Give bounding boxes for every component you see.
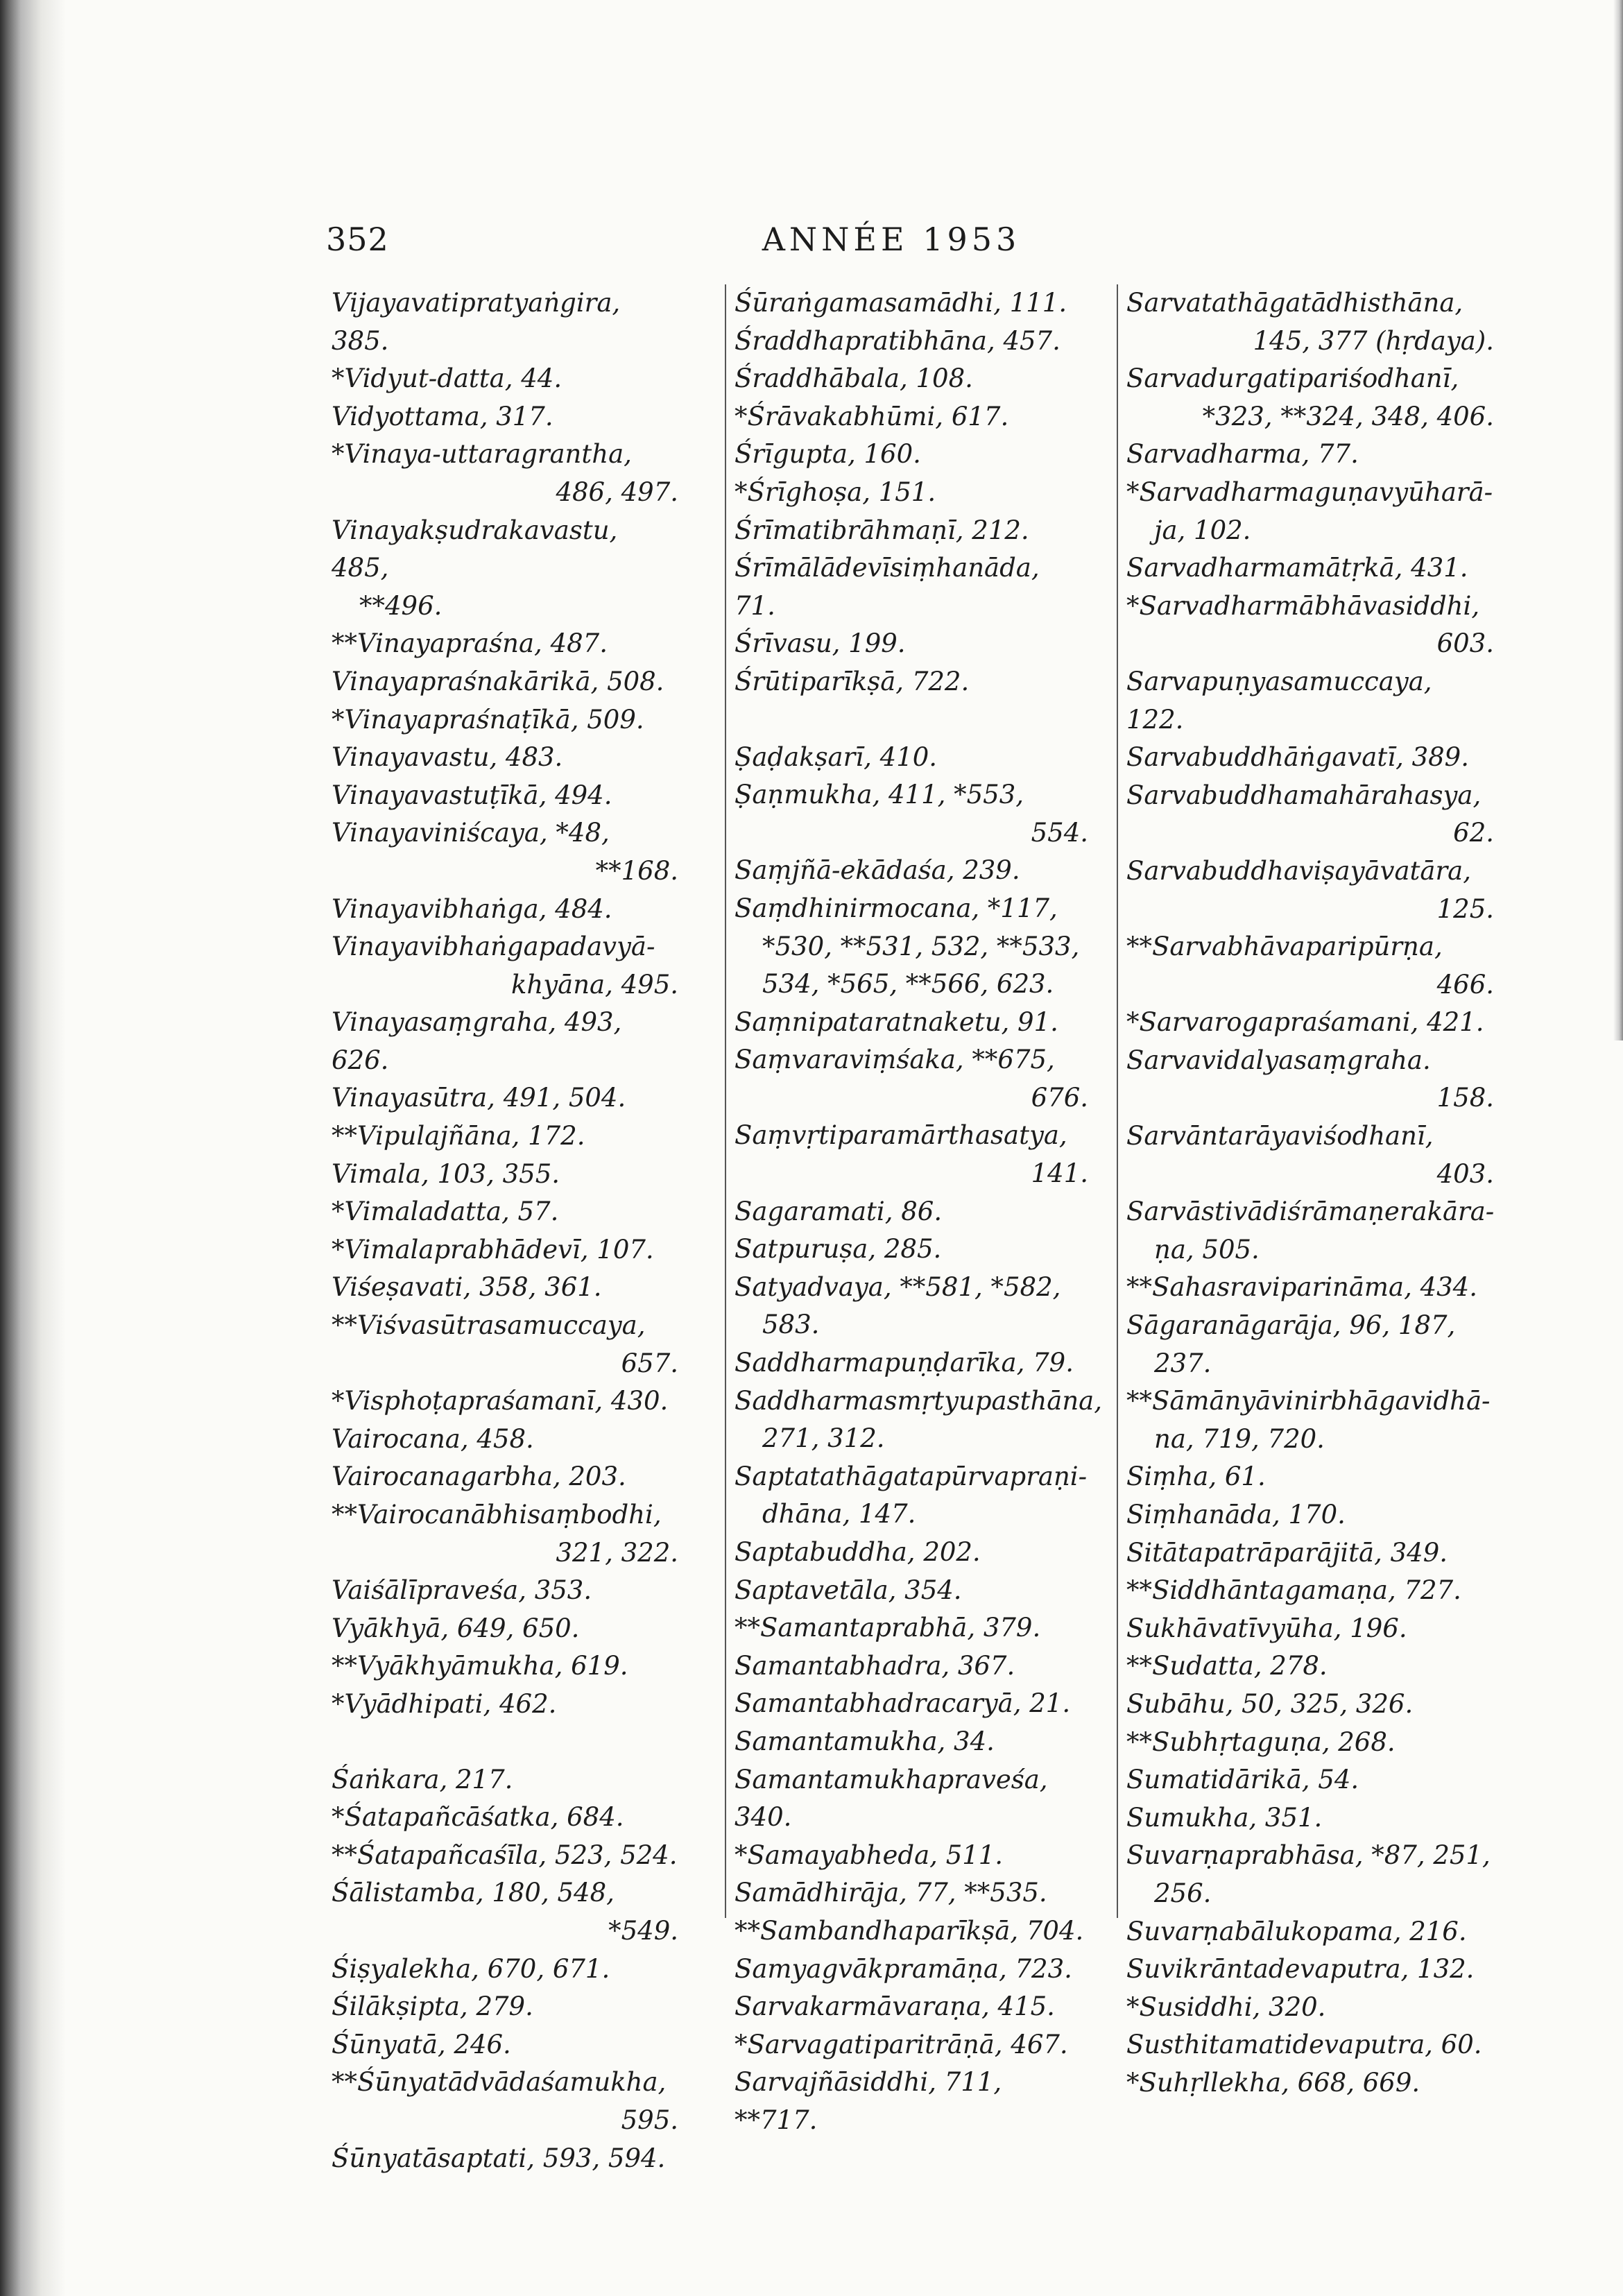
index-entry (332, 1610, 678, 1648)
index-entry-text: Sarvadharmamātṛkā, 431. (1126, 553, 1468, 583)
running-title: ANNÉE 1953 (762, 221, 1021, 258)
index-entry-continuation: ja, 102. (1154, 515, 1251, 545)
index-entry-text: *Sarvarogapraśamani, 421. (1126, 1007, 1484, 1038)
index-entry (1126, 1534, 1494, 1573)
index-entry-text: Satyadvaya, **581, *582, (735, 1271, 1061, 1302)
index-entry-continuation: dhāna, 147. (762, 1499, 916, 1530)
index-entry (1126, 1761, 1494, 1799)
index-entry-text: Subāhu, 50, 325, 326. (1126, 1688, 1414, 1719)
index-entry-text: Śrīgupta, 160. (735, 439, 921, 470)
index-entry (735, 512, 1088, 550)
index-entry (735, 1951, 1088, 1989)
index-entry-continuation: 321, 322. (556, 1537, 678, 1568)
index-entry (735, 1193, 1088, 1231)
index-entry (332, 1496, 678, 1572)
index-entry-text: *Vimalaprabhādevī, 107. (332, 1234, 654, 1265)
index-entry-text: Sagaramati, 86. (735, 1196, 943, 1226)
index-entry-continuation: 237. (1154, 1348, 1212, 1378)
index-entry-text: Samantabhadra, 367. (735, 1650, 1015, 1681)
index-entry-text: Śūnyatā, 246. (332, 2029, 511, 2059)
index-entry (1126, 2026, 1494, 2064)
index-entry-continuation: na, 719, 720. (1154, 1423, 1325, 1454)
index-entry (735, 1117, 1088, 1192)
index-entry-text: Vinayapraśnakārikā, 508. (332, 666, 664, 696)
index-entry (735, 890, 1088, 1004)
index-entry (1126, 1382, 1494, 1458)
index-entry-text: Saṃvṛtiparamārthasatya, (735, 1120, 1067, 1151)
index-entry-continuation: 603. (1436, 628, 1494, 659)
index-entry (332, 2140, 678, 2178)
index-entry-text: Śālistamba, 180, 548, (332, 1878, 615, 1908)
index-entry-text: *Suhṛllekha, 668, 669. (1126, 2067, 1420, 2098)
index-entry (735, 398, 1088, 436)
index-entry-text: Sumukha, 351. (1126, 1802, 1323, 1833)
index-entry-text: Suvarṇaprabhāsa, *87, 251, (1126, 1840, 1491, 1871)
index-entry (735, 284, 1088, 323)
index-entry-continuation: **496. (359, 590, 443, 621)
index-entry-text: Sumatidārikā, 54. (1126, 1765, 1359, 1795)
index-entry (735, 436, 1088, 474)
index-entry-text: Saddharmasmṛtyupasthāna, (735, 1385, 1102, 1416)
index-entry-text: Saṃnipataratnaketu, 91. (735, 1006, 1058, 1037)
index-entry (735, 474, 1088, 512)
index-entry (1126, 588, 1494, 663)
index-entry-text: Vimala, 103, 355. (332, 1158, 560, 1189)
index-column-2 (725, 284, 1102, 2135)
index-entry (735, 1761, 1088, 1837)
index-entry-text: *Vinaya-uttaragrantha, (332, 439, 632, 470)
index-entry-text: **Sudatta, 278. (1126, 1651, 1328, 1681)
index-entry (332, 701, 678, 739)
index-entry-text: Sarvabuddhamahārahasya, (1126, 780, 1482, 810)
index-entry-continuation: 554. (1031, 817, 1088, 848)
index-entry-text: Saptavetāla, 354. (735, 1575, 962, 1605)
index-entry (735, 1534, 1088, 1572)
index-entry (332, 1269, 678, 1307)
index-entry-text: Ṣaṇmukha, 411, *553, (735, 780, 1024, 810)
index-entry-text: Vinayavastuṭīkā, 494. (332, 780, 612, 810)
index-entry (1126, 663, 1494, 739)
index-entry (735, 360, 1088, 398)
index-entry (1126, 360, 1494, 436)
index-entry-text: Śrīvasu, 199. (735, 628, 906, 659)
index-entry (1126, 853, 1494, 928)
index-entry-text: Vinayavibhaṅgapadavyā- (332, 932, 655, 962)
index-entry (1126, 1799, 1494, 1837)
index-entry (735, 1572, 1088, 1610)
index-entry (1126, 739, 1494, 777)
index-entry-text: **Śatapañcaśīla, 523, 524. (332, 1840, 678, 1870)
index-entry-text: Śūraṅgamasamādhi, 111. (735, 288, 1067, 318)
index-entry (735, 1609, 1088, 1647)
index-entry-text: Śrūtiparīkṣā, 722. (735, 666, 970, 696)
index-entry (1126, 1837, 1494, 1912)
index-entry (735, 625, 1088, 663)
index-entry-text: Vinayaviniścaya, *48, (332, 818, 610, 848)
index-entry-text: *Śatapañcāśatka, 684. (332, 1802, 624, 1833)
index-column-1 (332, 284, 678, 2177)
index-entry (332, 1799, 678, 1837)
index-entry-continuation: 62. (1453, 818, 1494, 848)
index-entry-text: **Sambandhaparīkṣā, 704. (735, 1915, 1084, 1946)
index-entry-text: Śilākṣipta, 279. (332, 1991, 533, 2022)
index-entry-continuation: *323, **324, 348, 406. (1202, 401, 1494, 431)
index-entry (1126, 1951, 1494, 1989)
index-entry-text: Śraddhābala, 108. (735, 363, 973, 394)
index-entry (735, 1837, 1088, 1875)
index-entry-text: **Sāmānyāvinirbhāgavidhā- (1126, 1386, 1491, 1416)
index-entry (735, 739, 1088, 777)
index-entry (1126, 1117, 1494, 1193)
index-entry-continuation: 676. (1031, 1082, 1088, 1113)
index-entry-text: *Vimaladatta, 57. (332, 1197, 559, 1227)
index-entry-text: Saddharmapuṇḍarīka, 79. (735, 1348, 1074, 1378)
index-entry-text: Suvikrāntadevaputra, 132. (1126, 1954, 1475, 1985)
index-entry (332, 1079, 678, 1117)
index-entry-text: **Vairocanābhisaṃbodhi, (332, 1500, 662, 1530)
index-entry (735, 1231, 1088, 1269)
index-entry (332, 2026, 678, 2064)
index-entry-continuation: 271, 312. (762, 1423, 885, 1454)
index-entry (1126, 1496, 1494, 1534)
index-entry-continuation: 158. (1436, 1083, 1494, 1113)
index-entry-text: Saptatathāgatapūrvapraṇi- (735, 1461, 1088, 1491)
index-entry-text: Viśeṣavati, 358, 361. (332, 1272, 602, 1303)
index-entry-text: Sarvāntarāyaviśodhanī, (1126, 1121, 1434, 1151)
index-entry-text: Vinayavastu, 483. (332, 742, 563, 773)
index-entry (735, 1344, 1088, 1382)
index-entry-text: *Śrāvakabhūmi, 617. (735, 401, 1009, 431)
index-entry-text: **Sahasraviparināma, 434. (1126, 1272, 1477, 1303)
index-entry-continuation: 583. (762, 1310, 820, 1340)
index-entry (1126, 1724, 1494, 1762)
index-column-3 (1117, 284, 1495, 2098)
index-entry-text: Sitātapatrāparājitā, 349. (1126, 1537, 1448, 1568)
index-entry-text: Sarvadharma, 77. (1126, 439, 1359, 470)
index-entry-text: Śiṣyalekha, 670, 671. (332, 1953, 610, 1984)
index-entry-text: Vinayavibhaṅga, 484. (332, 893, 612, 924)
index-entry-text: Sarvavidalyasaṃgraha. (1126, 1045, 1431, 1075)
index-entry (1126, 436, 1494, 474)
index-entry (332, 1837, 678, 1875)
index-entry-text: Śraddhapratibhāna, 457. (735, 325, 1060, 356)
index-entry-text: **Siddhāntagamaṇa, 727. (1126, 1575, 1461, 1606)
index-entry (735, 1912, 1088, 1951)
index-entry-text: *Sarvagatiparitrāṇā, 467. (735, 2029, 1068, 2059)
index-entry-text: Śūnyatāsaptati, 593, 594. (332, 2143, 666, 2173)
index-entry (735, 663, 1088, 701)
index-entry-text: Satpuruṣa, 285. (735, 1234, 942, 1265)
index-entry (332, 891, 678, 929)
index-entry (1126, 1458, 1494, 1496)
index-entry (332, 928, 678, 1004)
index-entry (332, 1156, 678, 1194)
index-entry (735, 1458, 1088, 1534)
binding-edge-shadow (0, 0, 66, 2296)
index-entry-continuation: 595. (621, 2105, 678, 2135)
index-entry-text: Vinayasūtra, 491, 504. (332, 1083, 626, 1113)
index-entry-text: Sarvatathāgatādhisthāna, (1126, 288, 1463, 318)
index-entry (735, 1041, 1088, 1117)
index-entry-text: *Vyādhipati, 462. (332, 1688, 557, 1719)
index-entry (332, 1761, 678, 1799)
index-entry-continuation: *549. (608, 1915, 678, 1946)
index-entry-text: **Viśvasūtrasamuccaya, (332, 1310, 646, 1341)
index-entry (332, 1572, 678, 1610)
index-entry-text: Sarvapuṇyasamuccaya, 122. (1126, 666, 1441, 735)
index-entry-text: Vinayasaṃgraha, 493, 626. (332, 1007, 630, 1075)
index-entry-text: Sarvāstivādiśrāmaṇerakāra- (1126, 1197, 1495, 1227)
index-entry (735, 549, 1088, 625)
index-entry (1126, 2064, 1494, 2102)
index-entry (332, 360, 678, 398)
index-entry-text: Śaṅkara, 217. (332, 1764, 513, 1794)
index-entry (1126, 1610, 1494, 1648)
index-entry-text: **Sarvabhāvaparipūrṇa, (1126, 932, 1443, 962)
index-entry (1126, 1307, 1494, 1382)
index-entry (332, 2064, 678, 2139)
index-entry (332, 1647, 678, 1686)
index-entry-continuation: 657. (621, 1348, 678, 1378)
index-entry-continuation: 145, 377 (hṛdaya). (1253, 325, 1494, 356)
index-entry (1126, 928, 1494, 1004)
index-entry (332, 1117, 678, 1156)
index-entry-text: Saṃvaraviṃśaka, **675, (735, 1045, 1055, 1075)
index-entry-text: Suvarṇabālukopama, 216. (1126, 1916, 1467, 1946)
index-entry (332, 814, 678, 890)
index-entry (332, 1307, 678, 1382)
index-entry (332, 1231, 678, 1269)
index-entry-text: Samantamukha, 34. (735, 1726, 995, 1756)
index-entry (1126, 777, 1494, 853)
index-entry-text: **Śūnyatādvādaśamukha, (332, 2067, 667, 2098)
index-entry-continuation: 486, 497. (556, 477, 678, 507)
index-entry (735, 1004, 1088, 1042)
index-entry-text: Śrīmālādevīsiṃhanāda, 71. (735, 553, 1048, 621)
index-entry-continuation: **168. (595, 855, 678, 886)
index-entry (332, 398, 678, 436)
index-entry (1126, 1989, 1494, 2027)
index-entry (735, 852, 1088, 890)
index-entry-continuation: *530, **531, 532, **533, 534, *565, **566, 623. (762, 931, 1080, 1000)
index-entry-continuation: 125. (1436, 893, 1494, 924)
index-entry-text: Vijayavatipratyaṅgira, 385. (332, 288, 628, 356)
index-entry (1126, 474, 1494, 549)
index-entry-continuation: khyāna, 495. (510, 969, 678, 1000)
index-entry-text: Sarvajñāsiddhi, 711, **717. (735, 2067, 1010, 2135)
index-entry-text: Vairocana, 458. (332, 1423, 534, 1454)
index-entry-continuation: 256. (1154, 1878, 1212, 1908)
index-entry-text: *Vinayapraśnaṭīkā, 509. (332, 704, 644, 735)
index-entry (332, 1458, 678, 1496)
index-entry-text: Vinayakṣudrakavastu, 485, (332, 515, 626, 583)
index-entry (1126, 1913, 1494, 1951)
index-entry-text: **Vyākhyāmukha, 619. (332, 1651, 628, 1681)
index-entry-text: Susthitamatidevaputra, 60. (1126, 2030, 1482, 2060)
index-entry (332, 1874, 678, 1950)
index-entry-text: **Samantaprabhā, 379. (735, 1613, 1041, 1643)
index-entry (332, 777, 678, 815)
index-entry-text: Vairocanagarbha, 203. (332, 1462, 626, 1492)
index-entry (332, 1004, 678, 1079)
index-entry (332, 1686, 678, 1724)
index-entry-text: *Sarvadharmābhāvasiddhi, (1126, 590, 1480, 621)
index-entry-text: Siṃha, 61. (1126, 1462, 1266, 1492)
index-entry (332, 625, 678, 663)
index-entry-continuation: 141. (1031, 1158, 1088, 1189)
index-entry (332, 284, 678, 360)
index-entry (1126, 1004, 1494, 1042)
index-entry (735, 1382, 1102, 1458)
index-entry (735, 1685, 1088, 1723)
index-entry-text: Siṃhanāda, 170. (1126, 1500, 1346, 1530)
index-entry-text: *Sarvadharmaguṇavyūharā- (1126, 477, 1493, 507)
index-entry (735, 1988, 1088, 2026)
index-entry (1126, 284, 1494, 360)
index-entry-text: **Subhṛtaguṇa, 268. (1126, 1727, 1396, 1757)
index-entry (735, 323, 1088, 361)
index-entry-text: **Vipulajñāna, 172. (332, 1121, 585, 1151)
index-entry-text: Samyagvākpramāṇa, 723. (735, 1953, 1072, 1984)
index-entry-text: **Vinayapraśna, 487. (332, 628, 608, 659)
index-entry-text: Sarvabuddhāṅgavatī, 389. (1126, 742, 1469, 773)
index-entry-continuation: 466. (1436, 969, 1494, 1000)
index-entry (735, 2026, 1088, 2064)
index-entry-text: Sarvakarmāvaraṇa, 415. (735, 1991, 1055, 2022)
page-edge-shadow (1613, 0, 1623, 1040)
running-header (326, 221, 1457, 262)
index-entry (735, 1874, 1088, 1912)
index-entry-text: Saptabuddha, 202. (735, 1537, 981, 1567)
index-entry (1126, 1686, 1494, 1724)
index-entry (735, 776, 1088, 852)
index-entry (332, 1988, 678, 2026)
index-entry-text: Vidyottama, 317. (332, 401, 553, 431)
index-entry (332, 512, 678, 626)
index-entry (735, 1723, 1088, 1761)
index-entry (1126, 1269, 1494, 1307)
index-entry (332, 1193, 678, 1231)
index-entry (332, 1421, 678, 1459)
index-entry (1126, 1042, 1494, 1117)
index-entry-text: *Samayabheda, 511. (735, 1840, 1004, 1870)
index-entry (1126, 1647, 1494, 1686)
index-entry-text: Sāgaranāgarāja, 96, 187, (1126, 1310, 1456, 1341)
index-entry (1126, 1193, 1494, 1269)
index-entry (332, 739, 678, 777)
index-entry-continuation: ṇa, 505. (1154, 1234, 1260, 1265)
index-entry-text: Sukhāvatīvyūha, 196. (1126, 1613, 1407, 1643)
index-entry-text: Sarvabuddhaviṣayāvatāra, (1126, 855, 1471, 886)
index-entry-text: Samantabhadracaryā, 21. (735, 1688, 1071, 1719)
index-entry-text: Ṣaḍakṣarī, 410. (735, 742, 938, 772)
index-entry-text: Saṃdhinirmocana, *117, (735, 893, 1058, 923)
index-entry (735, 1269, 1088, 1344)
index-entry (735, 2064, 1088, 2139)
index-entry (1126, 1572, 1494, 1610)
index-entry (332, 1951, 678, 1989)
index-entry-text: *Visphoṭapraśamanī, 430. (332, 1386, 669, 1416)
index-entry-text: Samādhirāja, 77, **535. (735, 1878, 1047, 1908)
index-entry-text: Saṃjñā-ekādaśa, 239. (735, 855, 1020, 886)
index-entry-text: Sarvadurgatipariśodhanī, (1126, 363, 1459, 394)
index-entry-text: *Vidyut-datta, 44. (332, 363, 563, 394)
index-entry-text: Vaiśālīpraveśa, 353. (332, 1575, 592, 1606)
index-entry-text: Vyākhyā, 649, 650. (332, 1613, 580, 1643)
index-entry (1126, 549, 1494, 588)
index-entry (332, 663, 678, 701)
index-entry-text: Samantamukhapraveśa, 340. (735, 1764, 1056, 1833)
index-entry-text: *Susiddhi, 320. (1126, 1991, 1326, 2022)
index-entry-text: *Śrīghoṣa, 151. (735, 477, 936, 507)
index-entry (332, 436, 678, 511)
index-entry-text: Śrīmatibrāhmaṇī, 212. (735, 515, 1029, 545)
page-number: 352 (326, 221, 389, 258)
index-entry-continuation: 403. (1436, 1158, 1494, 1189)
index-entry (735, 1647, 1088, 1686)
index-entry (332, 1382, 678, 1421)
